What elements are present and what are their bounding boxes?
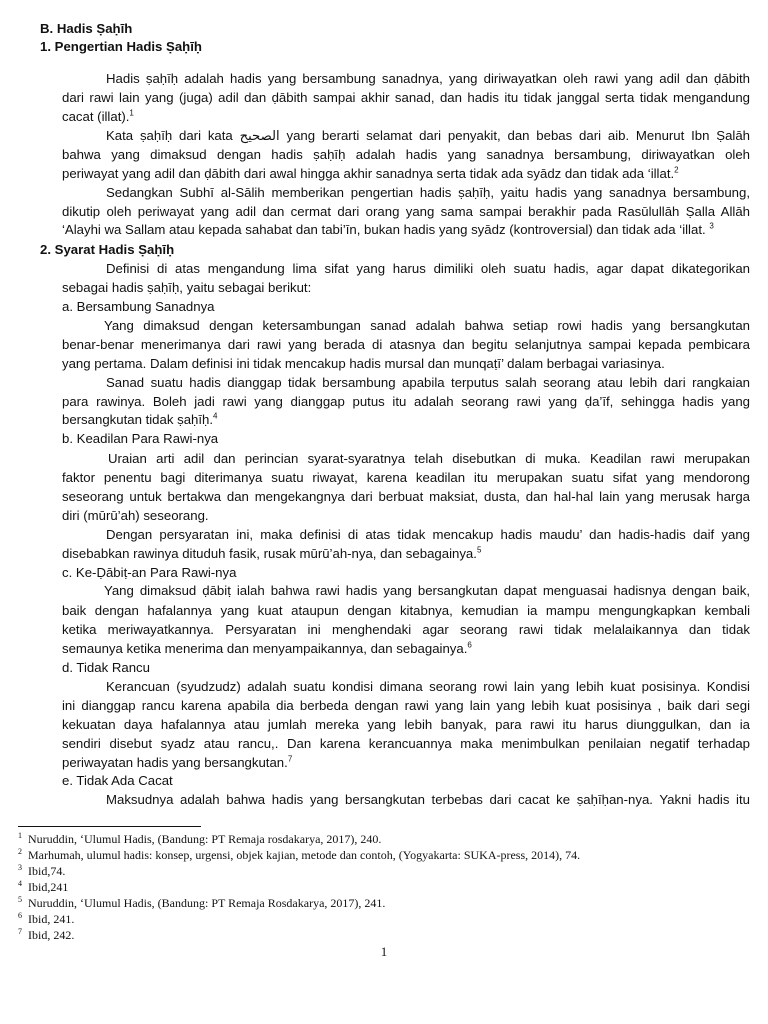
footnote: $^1$ Nuruddin, ‘Ulumul Hadis, (Bandung: PT Remaja rosdakarya, 2017), 240. — [18, 831, 382, 846]
paragraph-line: Sanad suatu hadis dianggap tidak bersambung apabila terputus salah seorang atau lebih dari rangkaian — [106, 375, 750, 390]
paragraph-line: Yang dimaksud ḍābiṭ ialah bahwa rawi hadis yang bersangkutan dapat menguasai hadisnya dengan baik, — [104, 583, 750, 598]
paragraph-line: seseorang untuk bertakwa dan mengekangnya dari berbuat maksiat, dusta, dan hal-hal lain yang merusak harga — [62, 489, 750, 504]
footnote-ref: 1 — [129, 108, 134, 118]
item-heading-e: e. Tidak Ada Cacat — [62, 773, 173, 788]
footnote: $^5$ Nuruddin, ‘Ulumul Hadis, (Bandung: PT Remaja Rosdakarya, 2017), 241. — [18, 895, 386, 910]
footnote-ref: 6 — [467, 640, 472, 650]
footnote-ref: 7 — [287, 754, 293, 764]
paragraph-line: sendiri disebut syadz atau rancu,. Dan karena kerancuannya maka menimbulkan penilaian negatif terhadap — [62, 736, 750, 751]
paragraph-line: faktor penentu bagi diterimanya suatu riwayat, karena keadilan itu merupakan suatu sifat yang mendorong — [62, 470, 750, 485]
paragraph-line: Uraian arti adil dan perincian syarat-syaratnya telah disebutkan di muka. Keadilan rawi merupakan — [108, 451, 750, 466]
paragraph-line: Maksudnya adalah bahwa hadis yang bersangkutan terbebas dari cacat ke ṣaḥīḥan-nya. Yakni hadis itu — [106, 792, 750, 807]
item-heading-c: c. Ke-Ḍābiṭ-an Para Rawi-nya — [62, 565, 237, 580]
item-heading-b: b. Keadilan Para Rawi-nya — [62, 431, 219, 446]
paragraph-line: diri (mūrū’ah) seseorang. — [62, 508, 209, 523]
paragraph-line: yang pertama. Dalam definisi ini tidak mencakup hadis mursal dan munqaṭī’ dalam berbagai variasinya. — [62, 356, 665, 371]
section-heading-b: B. Hadis Ṣaḥīh — [40, 21, 133, 36]
paragraph-line: periwayatan hadis yang bersangkutan.$^7$ — [62, 754, 293, 770]
footnote-ref: 3 — [709, 221, 714, 231]
paragraph-line: Sedangkan Subhī al-Sālih memberikan pengertian hadis ṣaḥīḥ, yaitu hadis yang sanadnya bersambung, — [106, 185, 750, 200]
paragraph-line: kekuatan daya hafalannya atau jumlah mereka yang lebih banyak, para rawi itu harus diunggulkan, dan ia — [62, 717, 750, 732]
paragraph-line: Definisi di atas mengandung lima sifat yang harus dimiliki oleh suatu hadis, agar dapat dikategorikan — [106, 261, 750, 276]
paragraph-line: dikutip oleh periwayat yang adil dan cermat dari orang yang sama sampai berakhir pada Rasūlullāh Ṣalla Allāh — [62, 204, 750, 219]
footnote-separator — [18, 826, 201, 827]
paragraph-line: periwayat yang adil dan ḍābith dari awal hingga akhir sanadnya serta tidak ada syādz dan tidak ada ‘illat.$^2$ — [62, 165, 679, 181]
footnote: $^3$ Ibid,74. — [18, 863, 66, 878]
paragraph-line: Yang dimaksud dengan ketersambungan sanad adalah bahwa setiap rowi hadis yang bersangkutan — [104, 318, 750, 333]
paragraph-line: bersangkutan tidak ṣaḥīḥ.$^4$ — [62, 411, 218, 427]
paragraph-line: para rawinya. Boleh jadi rawi yang dianggap putus itu adalah seorang rawi yang ḍa’īf, sehingga hadis yang — [62, 394, 750, 409]
paragraph-line: Kerancuan (syudzudz) adalah suatu kondisi dimana seorang rowi lain yang lebih kuat posisinya. Kondisi — [106, 679, 750, 694]
paragraph-line: dari rawi lain yang (juga) adil dan ḍābith sampai akhir sanad, dan hadis itu tidak janggal serta tidak mengandung — [62, 90, 750, 105]
paragraph-line: semaunya ketika menerima dan menyampaikannya, dan sebagainya.$^6$ — [62, 640, 472, 656]
footnote: $^6$ Ibid, 241. — [18, 911, 75, 926]
footnote: $^4$ Ibid,241 — [18, 879, 69, 894]
footnote: $^2$ Marhumah, ulumul hadis: konsep, urgensi, objek kajian, metode dan contoh, (Yogyakarta: SUKA-press, 2014), 74. — [18, 847, 581, 862]
footnote: $^7$ Ibid, 242. — [18, 927, 75, 942]
paragraph-line: ini dianggap rancu karena apabila dia berbeda dengan rawi yang lain yang lebih kuat posisinya , baik dari segi — [62, 698, 750, 713]
footnote-ref: 4 — [213, 411, 218, 421]
paragraph-line: disebabkan rawinya dituduh fasik, rusak mūrū’ah-nya, dan sebagainya.$^5$ — [62, 545, 482, 561]
footnote-ref: 5 — [476, 545, 482, 555]
paragraph-line: baik dengan hafalannya yang kuat ataupun dengan kitabnya, kemudian ia mampu mengungkapkan kembali — [62, 603, 750, 618]
subsection-heading-1: 1. Pengertian Hadis Ṣaḥīḥ — [40, 39, 202, 54]
paragraph-line: Hadis ṣaḥīḥ adalah hadis yang bersambung sanadnya, yang diriwayatkan oleh rawi yang adil dan ḍābith — [106, 71, 750, 86]
paragraph-line: bahwa yang dimaksud dengan hadis ṣaḥīḥ adalah hadis yang sanadnya bersambung, diriwayatkan oleh — [62, 147, 750, 162]
paragraph-line: ketika meriwayatkannya. Persyaratan ini menghendaki agar seorang rawi tidak melalaikannya dan tidak — [62, 622, 750, 637]
paragraph-line: cacat (illat).$^1$ — [62, 108, 134, 124]
subsection-heading-2: 2. Syarat Hadis Ṣaḥīḥ — [40, 242, 175, 257]
paragraph-line: ‘Alayhi wa Sallam atau kepada sahabat dan tabi’īn, bukan hadis yang syādz (kontroversial) dan tidak ada ‘illat. $^3$ — [62, 221, 714, 237]
page-number: 1 — [380, 944, 388, 959]
item-heading-d: d. Tidak Rancu — [62, 660, 150, 675]
paragraph-line: Dengan persyaratan ini, maka definisi di atas tidak mencakup hadis maudu’ dan hadis-hadis daif yang — [106, 527, 750, 542]
footnote-ref: 2 — [674, 165, 679, 175]
paragraph-line: sebagai hadis ṣaḥīḥ, yaitu sebagai berikut: — [62, 280, 312, 295]
item-heading-a: a. Bersambung Sanadnya — [62, 299, 215, 314]
paragraph-line: Kata ṣaḥīḥ dari kata الصحيح yang berarti selamat dari penyakit, dan bebas dari aib. Menurut Ibn Ṣalāh — [106, 128, 750, 143]
paragraph-line: benar-benar menerimanya dari rawi yang berada di atasnya dan begitu selanjutnya sampai kepada pembicara — [62, 337, 750, 352]
